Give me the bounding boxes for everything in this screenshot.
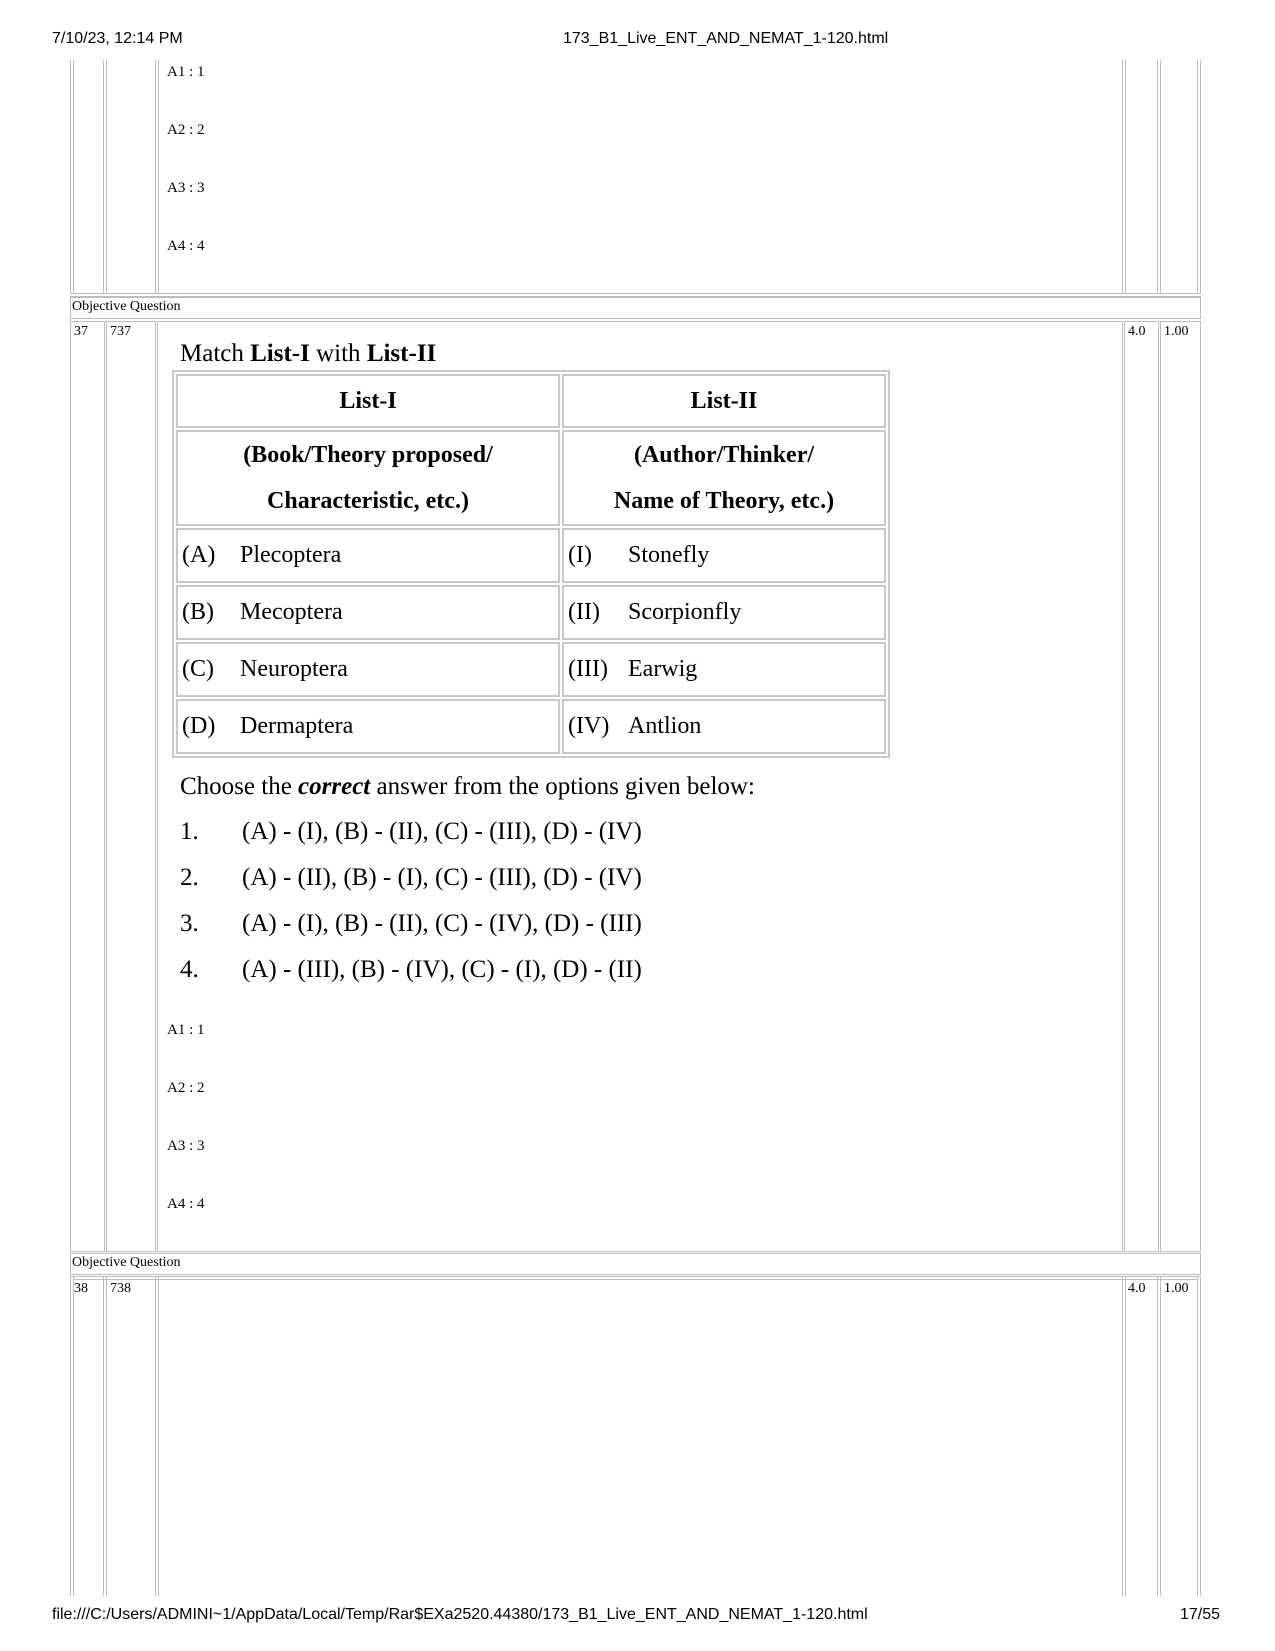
row-code: (I)	[568, 542, 592, 568]
answer-text: (A) - (III), (B) - (IV), (C) - (I), (D) - (II)	[242, 956, 642, 983]
q37-option-a3: A3 : 3	[167, 1138, 205, 1154]
answer-number: 4.	[180, 956, 199, 983]
row-code: (C)	[182, 656, 214, 682]
answer-option-3	[180, 910, 642, 938]
col2-head: List-II	[562, 374, 886, 428]
q37-option-a2: A2 : 2	[167, 1080, 205, 1096]
q37-title-mid: with	[309, 340, 367, 367]
print-datetime: 7/10/23, 12:14 PM	[52, 30, 183, 47]
print-page-number: 17/55	[1180, 1606, 1221, 1623]
print-title: 173_B1_Live_ENT_AND_NEMAT_1-120.html	[563, 30, 889, 47]
q38-negative-marks: 1.00	[1164, 1281, 1189, 1296]
answer-number: 2.	[180, 864, 199, 891]
match-table	[172, 370, 890, 758]
answer-text: (A) - (II), (B) - (I), (C) - (III), (D) - (IV)	[242, 864, 642, 891]
prev-option-a2: A2 : 2	[167, 122, 205, 138]
q37-title-list1: List-I	[250, 340, 310, 367]
row-item: Neuroptera	[240, 656, 348, 682]
row-item: Mecoptera	[240, 599, 343, 625]
row-item: Antlion	[628, 713, 702, 739]
answer-number: 3.	[180, 910, 199, 937]
row-code: (IV)	[568, 713, 610, 739]
print-file-path: file:///C:/Users/ADMINI~1/AppData/Local/Temp/Rar$EXa2520.44380/173_B1_Live_ENT_AND_NEMAT_1-120.html	[52, 1606, 868, 1623]
q37-negative-marks: 1.00	[1164, 324, 1189, 339]
q37-id: 737	[110, 324, 131, 339]
col1-subhead	[176, 430, 560, 526]
q37-type-row	[70, 297, 1201, 319]
choose-instruction	[180, 773, 755, 801]
answer-text: (A) - (I), (B) - (II), (C) - (III), (D) - (IV)	[242, 818, 642, 845]
answer-option-2	[180, 864, 642, 892]
q37-option-a1: A1 : 1	[167, 1022, 205, 1038]
q38-marks: 4.0	[1128, 1281, 1146, 1296]
row-code: (III)	[568, 656, 608, 682]
q38-serial: 38	[74, 1281, 88, 1296]
q37-marks: 4.0	[1128, 324, 1146, 339]
table-row	[176, 642, 886, 697]
prev-option-a3: A3 : 3	[167, 180, 205, 196]
answer-number: 1.	[180, 818, 199, 845]
row-item: Plecoptera	[240, 542, 342, 568]
col2-subhead-line2: Name of Theory, etc.)	[613, 488, 835, 514]
choose-suffix: answer from the options given below:	[370, 773, 755, 800]
q38-id: 738	[110, 1281, 131, 1296]
col1-head: List-I	[176, 374, 560, 428]
q37-title-list2: List-II	[366, 340, 437, 367]
prev-option-a4: A4 : 4	[167, 238, 205, 254]
table-row	[176, 699, 886, 754]
col1-subhead-line1: (Book/Theory proposed/	[243, 442, 493, 468]
q38-type-label: Objective Question	[72, 1255, 181, 1270]
row-code: (B)	[182, 599, 214, 625]
q37-serial: 37	[74, 324, 88, 339]
q37-type-label: Objective Question	[72, 299, 181, 314]
q38-type-row	[70, 1253, 1201, 1275]
q37-title-prefix: Match	[180, 340, 251, 367]
answer-text: (A) - (I), (B) - (II), (C) - (IV), (D) - (III)	[242, 910, 642, 937]
row-code: (II)	[568, 599, 600, 625]
answer-option-1	[180, 818, 642, 846]
prev-option-a1: A1 : 1	[167, 64, 205, 80]
row-code: (D)	[182, 713, 216, 739]
table-row	[176, 585, 886, 640]
row-item: Earwig	[628, 656, 698, 682]
q37-instruction	[180, 340, 436, 368]
choose-prefix: Choose the	[180, 773, 299, 800]
col2-subhead-line1: (Author/Thinker/	[633, 442, 815, 468]
row-code: (A)	[182, 542, 216, 568]
row-item: Stonefly	[628, 542, 710, 568]
choose-emphasis: correct	[298, 773, 371, 800]
q37-option-a4: A4 : 4	[167, 1196, 205, 1212]
row-item: Dermaptera	[240, 713, 354, 739]
row-item: Scorpionfly	[628, 599, 742, 625]
col2-subhead	[562, 430, 886, 526]
answer-option-4	[180, 956, 642, 984]
table-row	[176, 528, 886, 583]
col1-subhead-line2: Characteristic, etc.)	[267, 488, 469, 514]
